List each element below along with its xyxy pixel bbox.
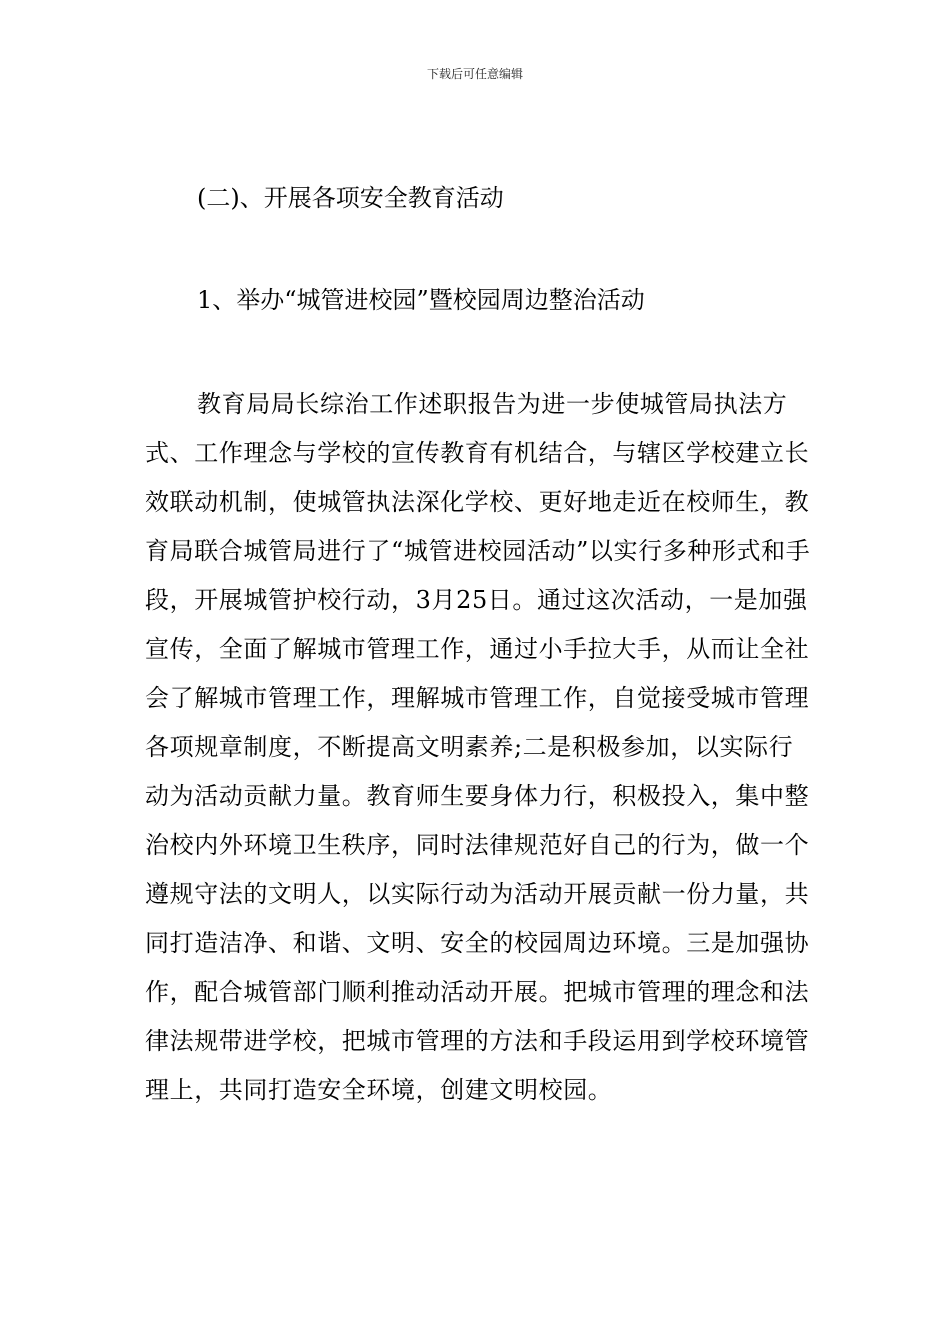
section-heading: (二)、开展各项安全教育活动 <box>197 184 504 212</box>
sub-heading: 1、举办“城管进校园”暨校园周边整治活动 <box>197 286 645 314</box>
body-paragraph: 教育局局长综治工作述职报告为进一步使城管局执法方式、工作理念与学校的宣传教育有机结合，与辖区学校建立长效联动机制，使城管执法深化学校、更好地走近在校师生，教育局联合城管局进行了“城管进校园活动”以实行多种形式和手段，开展城管护校行动，3月25日。通过这次活动，一是加强宣传，全面了解城市管理工作，通过小手拉大手，从而让全社会了解城市管理工作，理解城市管理工作，自觉接受城市管理各项规章制度，不断提高文明素养;二是积极参加，以实际行动为活动贡献力量。教育师生要身体力行，积极投入，集中整治校内外环境卫生秩序，同时法律规范好自己的行为，做一个遵规守法的文明人，以实际行动为活动开展贡献一份力量，共同打造洁净、和谐、文明、安全的校园周边环境。三是加强协作，配合城管部门顺利推动活动开展。把城市管理的理念和法律法规带进学校，把城市管理的方法和手段运用到学校环境管理上，共同打造安全环境，创建文明校园。 <box>145 390 811 1104</box>
header-note: 下载后可任意编辑 <box>426 67 523 81</box>
